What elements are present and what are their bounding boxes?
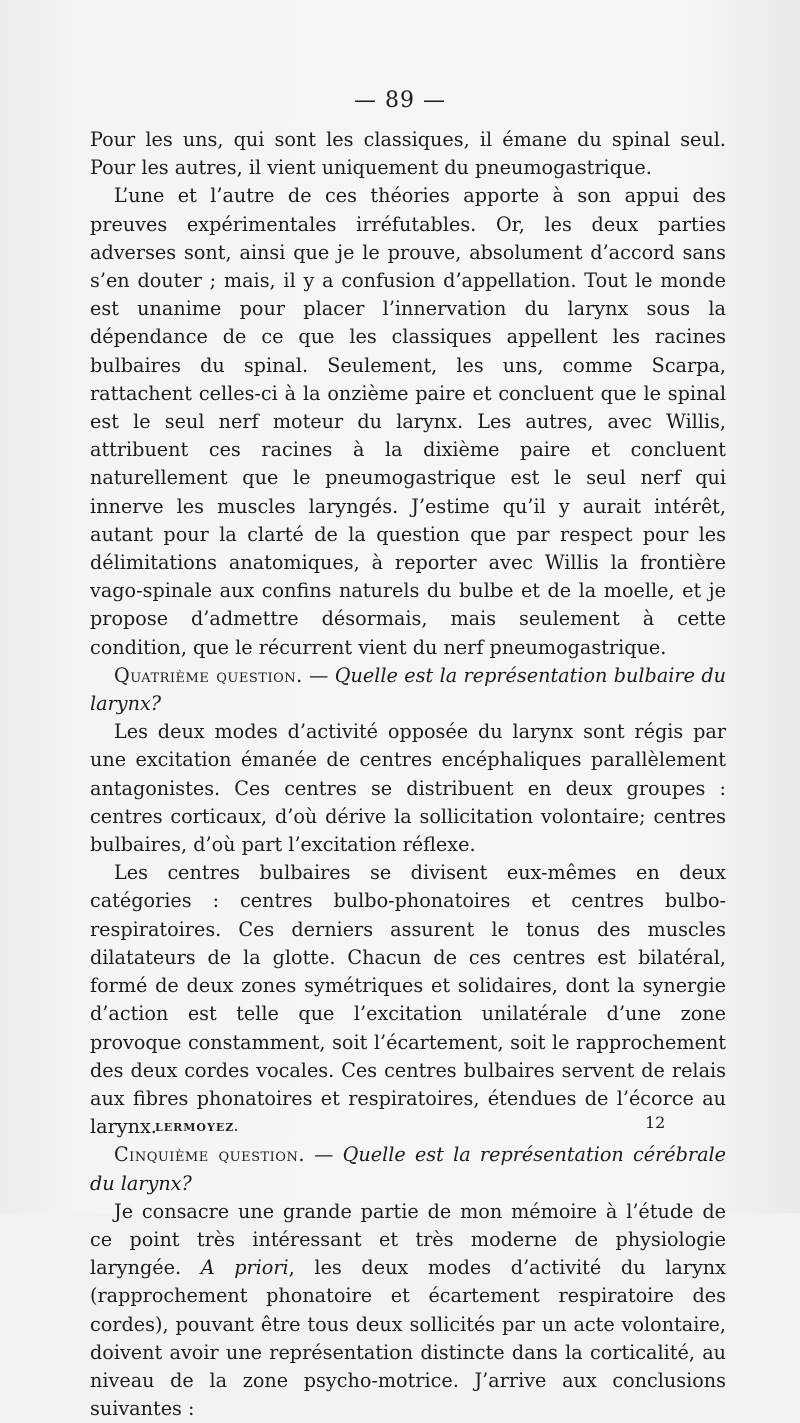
question-5-label: Cinquième question. <box>114 1143 305 1167</box>
question-4-label: Quatrième question. <box>114 663 303 687</box>
question-4-dash: — <box>302 663 335 687</box>
paragraph-2: L’une et l’autre de ces théories apporte à son appui des preuves expérimentales irréfutables. Or, les deux parties adverses sont, ainsi que je le prouve, absolument d’accord sans s’en douter ; mais, il y a confusion d’appellation. Tout le monde est unanime pour placer l’innervation du larynx sous la dépendance de ce que les classiques appellent les racines bulbaires du spinal. Seulement, les uns, comme Scarpa, rattachent celles-ci à la onzième paire et concluent que le spinal est le seul nerf moteur du larynx. Les autres, avec Willis, attribuent ces racines à la dixième paire et concluent naturellement que le pneumogastrique est le seul nerf qui innerve les muscles laryngés. J’estime qu’il y aurait intérêt, autant pour la clarté de la question que par respect pour les délimitations anatomiques, à reporter avec Willis la frontière vago-spinale aux confins naturels du bulbe et de la moelle, et je propose d’admettre désormais, mais seulement à cette condition, que le récurrent vient du nerf pneumogastrique. <box>90 184 726 659</box>
paragraph-1: Pour les uns, qui sont les classiques, il émane du spinal seul. Pour les autres, il vient uniquement du pneumogastrique. <box>90 128 726 180</box>
signature-mark: LERMOYEZ. <box>155 1121 239 1134</box>
question-4-title: Quelle est la représentation bulbaire du larynx? <box>90 663 726 716</box>
page-number: — 89 — <box>354 88 446 113</box>
sheet-number: 12 <box>645 1113 666 1132</box>
question-5-heading <box>90 1141 726 1197</box>
paragraph-4: Les centres bulbaires se divisent eux-mêmes en deux catégories : centres bulbo-phonatoires et centres bulbo-respiratoires. Ces derniers assurent le tonus des muscles dilatateurs de la glotte. Chacun de ces centres est bilatéral, formé de deux zones symétriques et solidaires, dont la synergie d’action est telle que l’excitation unilatérale d’une zone provoque constamment, soit l’écartement, soit le rapprochement des deux cordes vocales. Ces centres bulbaires servent de relais aux fibres phonatoires et respiratoires, étendues de l’écorce au larynx. <box>90 861 726 1139</box>
body-text <box>90 126 726 1423</box>
question-5-dash: — <box>304 1143 343 1167</box>
paragraph-5 <box>90 1198 726 1423</box>
question-5-title: Quelle est la représentation cérébrale du larynx? <box>90 1143 726 1195</box>
question-4-heading <box>90 662 726 718</box>
paragraph-5-italic: A priori <box>200 1256 289 1280</box>
paragraph-3: Les deux modes d’activité opposée du larynx sont régis par une excitation émanée de centres encéphaliques parallèlement antagonistes. Ces centres se distribuent en deux groupes : centres corticaux, d’où dérive la sollicitation volontaire; centres bulbaires, d’où part l’excitation réflexe. <box>90 720 726 857</box>
paragraph-5-end: , les deux modes d’activité du larynx (rapprochement phonatoire et écartement respiratoire des cordes), pouvant être tous deux sollicités par un acte volontaire, doivent avoir une représentation distincte dans la corticalité, au niveau de la zone psycho-motrice. J’arrive aux conclusions suivantes : <box>90 1256 726 1421</box>
paragraph-5-start: Je consacre une grande partie de mon mémoire à l’étude de ce point très intéressant et très moderne de physiologie laryngée. <box>90 1199 726 1280</box>
